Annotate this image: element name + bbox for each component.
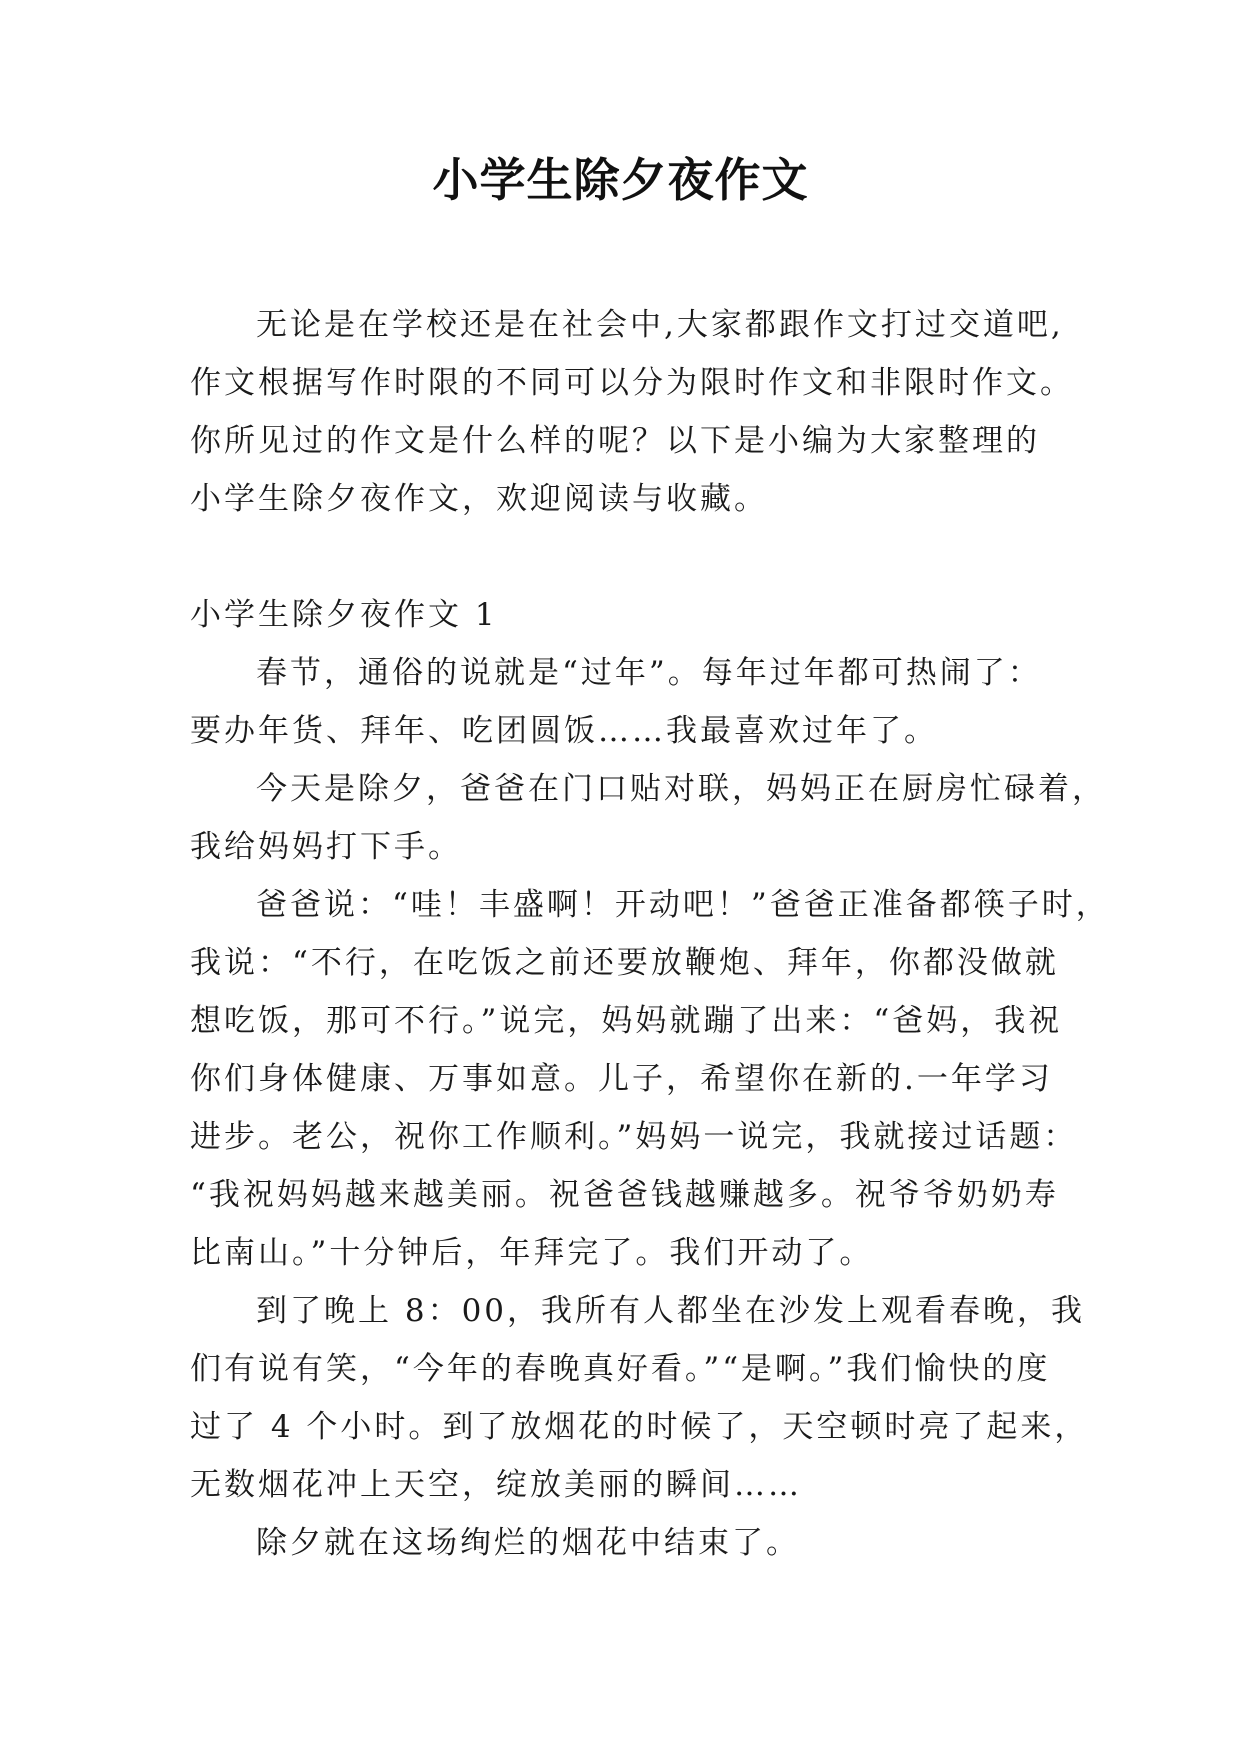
paragraph-line: 比南山。”十分钟后，年拜完了。我们开动了。 bbox=[190, 1235, 874, 1271]
paragraph-line: 春节，通俗的说就是“过年”。每年过年都可热闹了： bbox=[256, 655, 1042, 691]
intro-paragraph bbox=[190, 296, 1090, 528]
paragraph bbox=[190, 1514, 1090, 1572]
paragraph-line: 们有说有笑，“今年的春晚真好看。”“是啊。”我们愉快的度 bbox=[190, 1351, 1051, 1387]
paragraph bbox=[190, 1282, 1090, 1514]
paragraph-line: 除夕就在这场绚烂的烟花中结束了。 bbox=[256, 1525, 800, 1561]
paragraph-line: 我说：“不行，在吃饭之前还要放鞭炮、拜年，你都没做就 bbox=[190, 945, 1059, 981]
document-body bbox=[190, 296, 1110, 1572]
paragraph bbox=[190, 760, 1106, 876]
spacer bbox=[190, 528, 1090, 586]
paragraph-line: 你们身体健康、万事如意。儿子，希望你在新的.一年学习 bbox=[190, 1061, 1053, 1097]
paragraph-line: 过了 4 个小时。到了放烟花的时候了，天空顿时亮了起来， bbox=[190, 1409, 1089, 1445]
paragraph-line: “我祝妈妈越来越美丽。祝爸爸钱越赚越多。祝爷爷奶奶寿 bbox=[190, 1177, 1059, 1213]
paragraph-line: 要办年货、拜年、吃团圆饭……我最喜欢过年了。 bbox=[190, 713, 938, 749]
intro-line: 你所见过的作文是什么样的呢？以下是小编为大家整理的 bbox=[190, 423, 1040, 459]
paragraph bbox=[190, 876, 1110, 1282]
paragraph-line: 无数烟花冲上天空，绽放美丽的瞬间…… bbox=[190, 1467, 802, 1503]
intro-line: 作文根据写作时限的不同可以分为限时作文和非限时作文。 bbox=[190, 365, 1074, 401]
paragraph-line: 爸爸说：“哇！丰盛啊！开动吧！”爸爸正准备都筷子时， bbox=[256, 887, 1110, 923]
paragraph-line: 我给妈妈打下手。 bbox=[190, 829, 462, 865]
paragraph-line: 今天是除夕，爸爸在门口贴对联，妈妈正在厨房忙碌着， bbox=[256, 771, 1106, 807]
document-title: 小学生除夕夜作文 bbox=[432, 153, 809, 207]
paragraph-line: 到了晚上 8：00，我所有人都坐在沙发上观看春晚，我 bbox=[256, 1293, 1086, 1329]
paragraph-line: 进步。老公，祝你工作顺利。”妈妈一说完，我就接过话题： bbox=[190, 1119, 1078, 1155]
paragraph bbox=[190, 644, 1090, 760]
intro-line: 无论是在学校还是在社会中,大家都跟作文打过交道吧, bbox=[256, 307, 1064, 343]
paragraph-line: 想吃饭，那可不行。”说完，妈妈就蹦了出来：“爸妈，我祝 bbox=[190, 1003, 1063, 1039]
section-heading: 小学生除夕夜作文 1 bbox=[190, 597, 498, 633]
intro-line: 小学生除夕夜作文，欢迎阅读与收藏。 bbox=[190, 481, 768, 517]
